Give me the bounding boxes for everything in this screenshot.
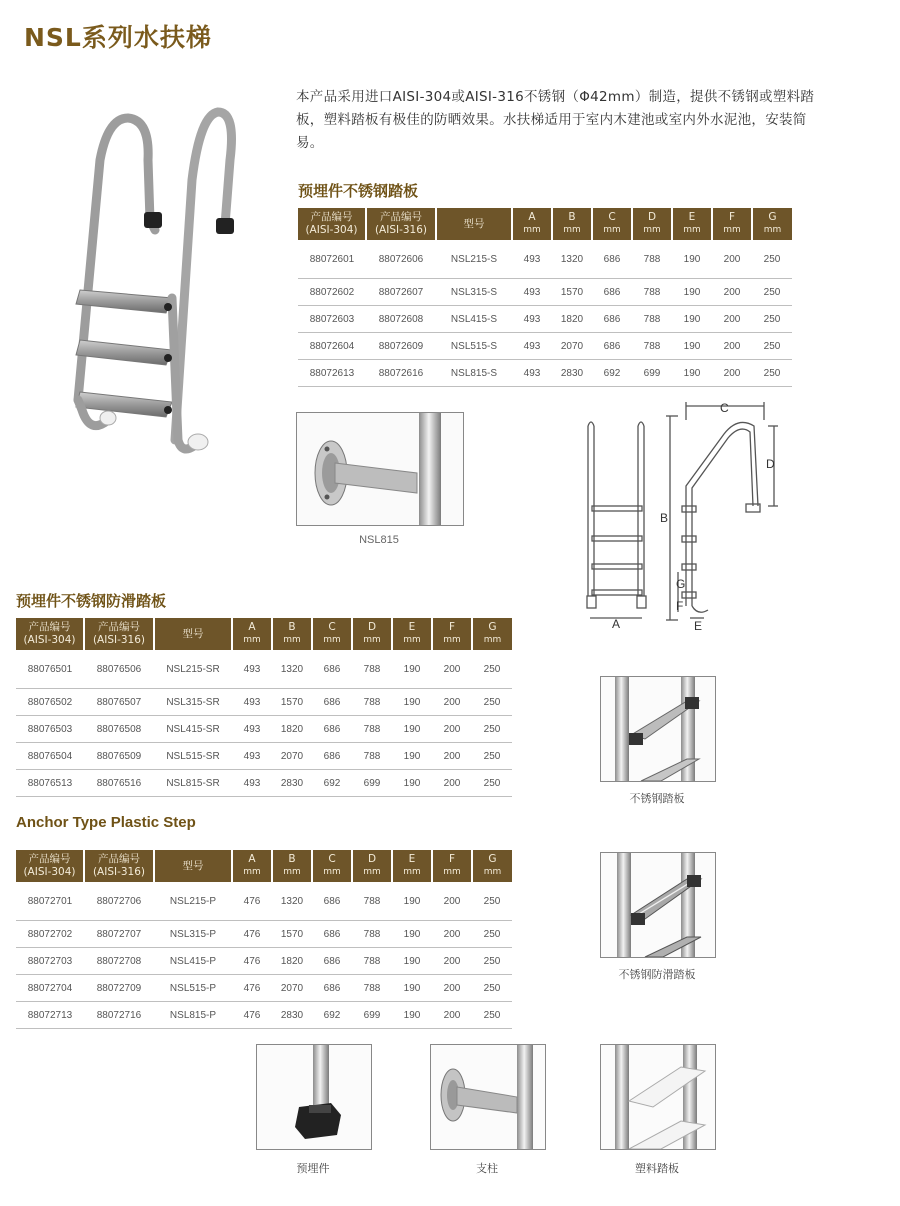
- table-cell: NSL315-P: [154, 921, 232, 948]
- table-cell: 250: [752, 240, 792, 279]
- col-header-dim-g: G mm: [752, 208, 792, 240]
- table-cell: 88076502: [16, 689, 84, 716]
- col-header-dim-f: F mm: [432, 850, 472, 882]
- col-header-code-304: 产品编号 (AISI-304): [298, 208, 366, 240]
- table-cell: 692: [592, 360, 632, 387]
- col-header-dim-d: D mm: [632, 208, 672, 240]
- dim-label-g: G: [676, 577, 686, 591]
- table-cell: 88072613: [298, 360, 366, 387]
- table-cell: 200: [712, 333, 752, 360]
- table-cell: 476: [232, 975, 272, 1002]
- table-cell: 250: [752, 306, 792, 333]
- table-cell: 88076504: [16, 743, 84, 770]
- table-cell: 190: [392, 689, 432, 716]
- table-cell: NSL815-S: [436, 360, 512, 387]
- table-cell: 200: [712, 360, 752, 387]
- table-cell: 788: [352, 689, 392, 716]
- table-cell: 200: [432, 882, 472, 921]
- col-header-code-316: 产品编号 (AISI-316): [366, 208, 436, 240]
- table-cell: 788: [632, 240, 672, 279]
- table-cell: 88076509: [84, 743, 154, 770]
- table-cell: 88072602: [298, 279, 366, 306]
- table-cell: 250: [472, 689, 512, 716]
- table-row: [16, 975, 512, 1002]
- table-cell: 788: [632, 279, 672, 306]
- table-cell: 699: [632, 360, 672, 387]
- table-cell: 250: [472, 650, 512, 689]
- col-header-model: 型号: [436, 208, 512, 240]
- table-row: [16, 1002, 512, 1029]
- table3-title: Anchor Type Plastic Step: [16, 814, 196, 831]
- table-cell: 788: [632, 306, 672, 333]
- table-cell: 493: [512, 240, 552, 279]
- col-header-dim-d: D mm: [352, 618, 392, 650]
- table-cell: 1820: [552, 306, 592, 333]
- table-row: [16, 921, 512, 948]
- dim-label-c: C: [720, 401, 729, 415]
- table-cell: 190: [392, 770, 432, 797]
- table-cell: 2070: [552, 333, 592, 360]
- col-header-dim-c: C mm: [592, 208, 632, 240]
- table-cell: 200: [432, 743, 472, 770]
- table-cell: 88072707: [84, 921, 154, 948]
- anchor-photo: [256, 1044, 372, 1150]
- col-header-dim-c: C mm: [312, 850, 352, 882]
- table-cell: 493: [232, 770, 272, 797]
- table-row: [298, 333, 792, 360]
- table-cell: 190: [392, 948, 432, 975]
- table-cell: 699: [352, 770, 392, 797]
- table-cell: 250: [472, 948, 512, 975]
- table-row: [298, 360, 792, 387]
- table-cell: 2830: [272, 1002, 312, 1029]
- spec-table-plastic-step: [16, 850, 512, 1029]
- col-header-code-316: 产品编号 (AISI-316): [84, 850, 154, 882]
- product-description: 本产品采用进口AISI-304或AISI-316不锈钢（Φ42mm）制造，提供不锈钢或塑料踏板，塑料踏板有极佳的防晒效果。水扶梯适用于室内木建池或室内外水泥池，安装简易。: [296, 89, 815, 151]
- anchor-caption: 预埋件: [296, 1162, 330, 1175]
- table-cell: 788: [352, 975, 392, 1002]
- table-row: [298, 240, 792, 279]
- table-cell: 200: [432, 689, 472, 716]
- page-title: NSL系列水扶梯: [24, 23, 212, 52]
- table-row: [298, 306, 792, 333]
- table-cell: 88072601: [298, 240, 366, 279]
- table1-title: 预埋件不锈钢踏板: [298, 182, 419, 200]
- flange-photo: [296, 412, 464, 526]
- antislip-step-photo: [600, 852, 716, 958]
- table-cell: 250: [472, 882, 512, 921]
- table-cell: 2830: [552, 360, 592, 387]
- post-caption: 支柱: [476, 1162, 498, 1175]
- table-cell: NSL415-P: [154, 948, 232, 975]
- table-cell: 686: [592, 240, 632, 279]
- table-cell: 190: [392, 975, 432, 1002]
- table-cell: 200: [432, 770, 472, 797]
- table-row: [16, 650, 512, 689]
- table-cell: 788: [352, 948, 392, 975]
- table-header-row: [16, 850, 512, 882]
- table-cell: 190: [392, 921, 432, 948]
- table-cell: 88072607: [366, 279, 436, 306]
- table-cell: 1820: [272, 948, 312, 975]
- table-cell: 88076507: [84, 689, 154, 716]
- table-cell: 1820: [272, 716, 312, 743]
- table-cell: NSL515-S: [436, 333, 512, 360]
- table-cell: 250: [472, 1002, 512, 1029]
- col-header-model: 型号: [154, 618, 232, 650]
- table-cell: NSL215-P: [154, 882, 232, 921]
- table-cell: 88072716: [84, 1002, 154, 1029]
- ladder-product-photo: [60, 100, 260, 470]
- table-row: [16, 882, 512, 921]
- table-cell: NSL215-SR: [154, 650, 232, 689]
- table-cell: 493: [512, 333, 552, 360]
- table-cell: NSL815-P: [154, 1002, 232, 1029]
- dim-label-e: E: [694, 619, 703, 633]
- table-cell: 88072608: [366, 306, 436, 333]
- table-row: [16, 948, 512, 975]
- col-header-code-304: 产品编号 (AISI-304): [16, 618, 84, 650]
- col-header-code-316: 产品编号 (AISI-316): [84, 618, 154, 650]
- table-cell: 1320: [552, 240, 592, 279]
- table-cell: 88072704: [16, 975, 84, 1002]
- col-header-dim-e: E mm: [392, 618, 432, 650]
- spec-table-antislip-step: [16, 618, 512, 797]
- table-cell: 1570: [552, 279, 592, 306]
- spec-table-steel-step: [298, 208, 792, 387]
- table-cell: 493: [232, 716, 272, 743]
- table-cell: 250: [472, 716, 512, 743]
- table-cell: 476: [232, 882, 272, 921]
- ladder-dimension-diagram: [578, 396, 798, 636]
- table-cell: 692: [312, 770, 352, 797]
- table-cell: 200: [432, 650, 472, 689]
- table-cell: 88076508: [84, 716, 154, 743]
- table-cell: 250: [752, 333, 792, 360]
- table-cell: 88072713: [16, 1002, 84, 1029]
- table-cell: 190: [672, 279, 712, 306]
- table-cell: 1320: [272, 650, 312, 689]
- table-cell: 190: [672, 306, 712, 333]
- table-cell: 88072603: [298, 306, 366, 333]
- table-cell: 686: [312, 975, 352, 1002]
- table-cell: 200: [432, 921, 472, 948]
- table-cell: NSL815-SR: [154, 770, 232, 797]
- table-cell: 190: [392, 650, 432, 689]
- dim-label-d: D: [766, 457, 775, 471]
- table-cell: NSL215-S: [436, 240, 512, 279]
- table-cell: 493: [232, 689, 272, 716]
- table-cell: NSL515-SR: [154, 743, 232, 770]
- table-cell: 686: [312, 948, 352, 975]
- table-cell: 88072616: [366, 360, 436, 387]
- table-cell: 190: [392, 716, 432, 743]
- table-cell: 200: [432, 975, 472, 1002]
- table-cell: 493: [512, 279, 552, 306]
- table-cell: 788: [352, 650, 392, 689]
- table-cell: 686: [312, 743, 352, 770]
- table-cell: 788: [352, 921, 392, 948]
- table-cell: 200: [432, 1002, 472, 1029]
- col-header-dim-b: B mm: [552, 208, 592, 240]
- table-cell: NSL515-P: [154, 975, 232, 1002]
- col-header-dim-c: C mm: [312, 618, 352, 650]
- table-cell: 88072606: [366, 240, 436, 279]
- table-cell: 88076501: [16, 650, 84, 689]
- table-cell: 686: [592, 279, 632, 306]
- table-header-row: [16, 618, 512, 650]
- table-cell: 250: [472, 770, 512, 797]
- table-cell: 788: [352, 716, 392, 743]
- table-cell: 88072609: [366, 333, 436, 360]
- table-cell: 200: [712, 306, 752, 333]
- table-cell: 788: [632, 333, 672, 360]
- col-header-code-304: 产品编号 (AISI-304): [16, 850, 84, 882]
- table-cell: 493: [512, 306, 552, 333]
- col-header-dim-f: F mm: [712, 208, 752, 240]
- table-cell: 1570: [272, 689, 312, 716]
- col-header-dim-a: A mm: [232, 850, 272, 882]
- table-cell: 250: [752, 279, 792, 306]
- col-header-dim-a: A mm: [232, 618, 272, 650]
- plastic-step-photo: [600, 1044, 716, 1150]
- dim-label-f: F: [676, 599, 684, 613]
- table-cell: 2070: [272, 975, 312, 1002]
- col-header-model: 型号: [154, 850, 232, 882]
- table-cell: 190: [672, 240, 712, 279]
- table-cell: 2830: [272, 770, 312, 797]
- col-header-dim-g: G mm: [472, 618, 512, 650]
- table-cell: 788: [352, 882, 392, 921]
- table-cell: 88076516: [84, 770, 154, 797]
- table-cell: 88072604: [298, 333, 366, 360]
- table-cell: 250: [752, 360, 792, 387]
- table-cell: 250: [472, 975, 512, 1002]
- table-cell: 250: [472, 921, 512, 948]
- table-cell: 190: [392, 882, 432, 921]
- table-cell: 88072702: [16, 921, 84, 948]
- table-cell: 88072709: [84, 975, 154, 1002]
- table-cell: 476: [232, 1002, 272, 1029]
- table-cell: 200: [712, 279, 752, 306]
- table-cell: 493: [232, 650, 272, 689]
- table-cell: 686: [312, 689, 352, 716]
- table-cell: 493: [512, 360, 552, 387]
- table-cell: 250: [472, 743, 512, 770]
- col-header-dim-b: B mm: [272, 618, 312, 650]
- table-cell: 88072703: [16, 948, 84, 975]
- table-cell: 686: [312, 882, 352, 921]
- table-cell: 686: [592, 333, 632, 360]
- table-cell: 2070: [272, 743, 312, 770]
- steel-step-photo: [600, 676, 716, 782]
- col-header-dim-g: G mm: [472, 850, 512, 882]
- col-header-dim-e: E mm: [672, 208, 712, 240]
- dim-label-a: A: [612, 617, 621, 631]
- table-cell: 699: [352, 1002, 392, 1029]
- table-cell: 1320: [272, 882, 312, 921]
- table-cell: NSL315-S: [436, 279, 512, 306]
- table-cell: 190: [672, 333, 712, 360]
- antislip-step-caption: 不锈钢防滑踏板: [618, 968, 696, 981]
- table2-title: 预埋件不锈钢防滑踏板: [16, 592, 167, 610]
- table-row: [298, 279, 792, 306]
- table-cell: 88072706: [84, 882, 154, 921]
- col-header-dim-e: E mm: [392, 850, 432, 882]
- table-cell: 1570: [272, 921, 312, 948]
- table-cell: 692: [312, 1002, 352, 1029]
- table-cell: 686: [592, 306, 632, 333]
- col-header-dim-b: B mm: [272, 850, 312, 882]
- table-cell: NSL415-S: [436, 306, 512, 333]
- table-cell: 88076503: [16, 716, 84, 743]
- col-header-dim-d: D mm: [352, 850, 392, 882]
- table-cell: 686: [312, 650, 352, 689]
- post-photo: [430, 1044, 546, 1150]
- table-header-row: [298, 208, 792, 240]
- dim-label-b: B: [660, 511, 669, 525]
- table-cell: 788: [352, 743, 392, 770]
- table-cell: 88076513: [16, 770, 84, 797]
- col-header-dim-f: F mm: [432, 618, 472, 650]
- table-cell: 476: [232, 921, 272, 948]
- table-cell: NSL315-SR: [154, 689, 232, 716]
- table-cell: 200: [432, 716, 472, 743]
- table-row: [16, 743, 512, 770]
- table-row: [16, 770, 512, 797]
- table-cell: 200: [712, 240, 752, 279]
- flange-caption: NSL815: [359, 534, 399, 546]
- table-cell: 190: [392, 1002, 432, 1029]
- steel-step-caption: 不锈钢踏板: [629, 792, 685, 805]
- table-cell: 88072708: [84, 948, 154, 975]
- plastic-step-caption: 塑料踏板: [635, 1162, 679, 1175]
- col-header-dim-a: A mm: [512, 208, 552, 240]
- table-cell: 200: [432, 948, 472, 975]
- table-row: [16, 689, 512, 716]
- table-cell: 686: [312, 921, 352, 948]
- table-cell: 88072701: [16, 882, 84, 921]
- table-cell: 476: [232, 948, 272, 975]
- table-cell: 190: [672, 360, 712, 387]
- table-cell: 686: [312, 716, 352, 743]
- table-cell: NSL415-SR: [154, 716, 232, 743]
- table-cell: 493: [232, 743, 272, 770]
- table-cell: 88076506: [84, 650, 154, 689]
- table-row: [16, 716, 512, 743]
- table-cell: 190: [392, 743, 432, 770]
